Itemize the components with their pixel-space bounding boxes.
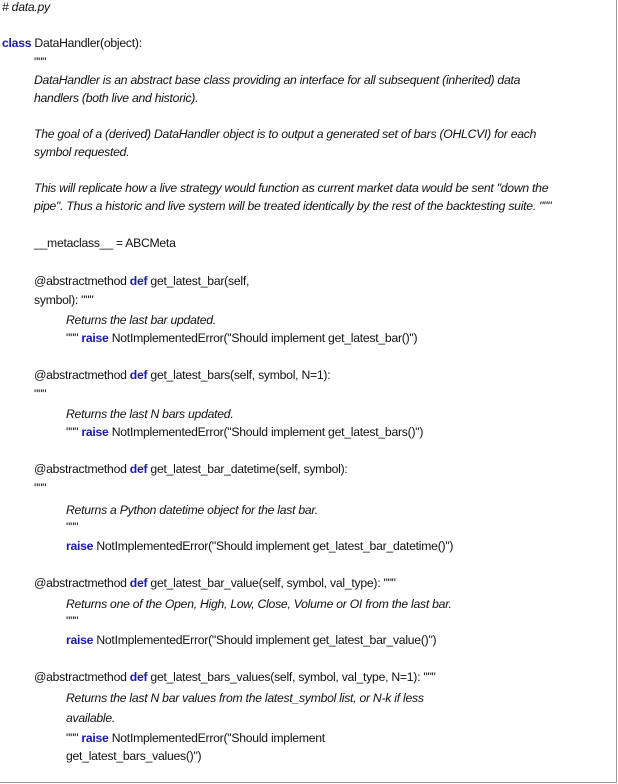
decorator: @abstractmethod: [34, 670, 130, 684]
raise-message: NotImplementedError("Should implement get_latest_bars()"): [108, 425, 424, 439]
class-doc-line: The goal of a (derived) DataHandler object is to output a generated set of bars (OHLCVI) for each: [34, 127, 537, 141]
class-keyword: class: [2, 36, 32, 50]
def-keyword: def: [129, 670, 148, 684]
raise-message: NotImplementedError("Should implement get_latest_bar()"): [108, 331, 418, 345]
raise-message-cont: get_latest_bars_values()"): [66, 749, 202, 763]
method-docstring: Returns the last N bars updated.: [66, 407, 234, 421]
method-signature: [34, 274, 249, 289]
method-signature: [34, 368, 330, 383]
class-docstring-open: """: [34, 55, 47, 69]
def-keyword: def: [129, 462, 148, 476]
raise-line: [66, 539, 453, 554]
decorator: @abstractmethod: [34, 576, 130, 590]
decorator: @abstractmethod: [34, 368, 130, 382]
raise-line: [66, 633, 436, 648]
class-doc-line: pipe". Thus a historic and live system will be treated identically by the rest of the backtesting suite. """: [34, 199, 552, 213]
method-docstring: Returns one of the Open, High, Low, Close, Volume or OI from the last bar.: [66, 597, 452, 611]
def-keyword: def: [129, 576, 148, 590]
method-docstring: Returns the last bar updated.: [66, 313, 216, 327]
docstring-close: """: [66, 520, 79, 534]
class-doc-line: handlers (both live and historic).: [34, 91, 199, 105]
def-keyword: def: [129, 274, 148, 288]
class-doc-line: This will replicate how a live strategy would function as current market data would be sent "down the: [34, 181, 549, 195]
docstring-close: """: [66, 425, 82, 439]
metaclass-line: __metaclass__ = ABCMeta: [34, 236, 176, 250]
file-comment: # data.py: [2, 0, 50, 14]
class-signature: DataHandler(object):: [31, 36, 142, 50]
raise-line: [66, 731, 325, 746]
method-docstring: Returns the last N bar values from the latest_symbol list, or N-k if less: [66, 691, 424, 705]
docstring-open: """: [34, 481, 47, 495]
raise-message: NotImplementedError("Should implement: [108, 731, 325, 745]
def-keyword: def: [129, 368, 148, 382]
class-doc-line: symbol requested.: [34, 145, 130, 159]
method-signature-cont: symbol): """: [34, 293, 94, 307]
docstring-close: """: [66, 731, 82, 745]
method-name: get_latest_bar_datetime(self, symbol):: [147, 462, 348, 476]
raise-keyword: raise: [81, 731, 109, 745]
method-name: get_latest_bar_value(self, symbol, val_type): """: [147, 576, 396, 590]
decorator: @abstractmethod: [34, 462, 130, 476]
raise-keyword: raise: [81, 331, 109, 345]
raise-line: [66, 425, 423, 440]
raise-message: NotImplementedError("Should implement get_latest_bar_datetime()"): [93, 539, 454, 553]
class-doc-line: DataHandler is an abstract base class providing an interface for all subsequent (inherited) data: [34, 73, 521, 87]
method-name: get_latest_bars(self, symbol, N=1):: [147, 368, 331, 382]
docstring-close: """: [66, 331, 82, 345]
docstring-close: """: [66, 614, 79, 628]
method-docstring: Returns a Python datetime object for the last bar.: [66, 503, 318, 517]
method-signature: [34, 670, 436, 685]
method-signature: [34, 576, 396, 591]
raise-message: NotImplementedError("Should implement get_latest_bar_value()"): [93, 633, 437, 647]
method-name: get_latest_bar(self,: [147, 274, 250, 288]
method-signature: [34, 462, 348, 477]
raise-keyword: raise: [81, 425, 109, 439]
method-name: get_latest_bars_values(self, symbol, val_type, N=1): """: [147, 670, 436, 684]
class-declaration: [2, 36, 142, 51]
raise-keyword: raise: [66, 633, 94, 647]
method-docstring: available.: [66, 711, 115, 725]
raise-keyword: raise: [66, 539, 94, 553]
raise-line: [66, 331, 417, 346]
decorator: @abstractmethod: [34, 274, 130, 288]
docstring-open: """: [34, 387, 47, 401]
